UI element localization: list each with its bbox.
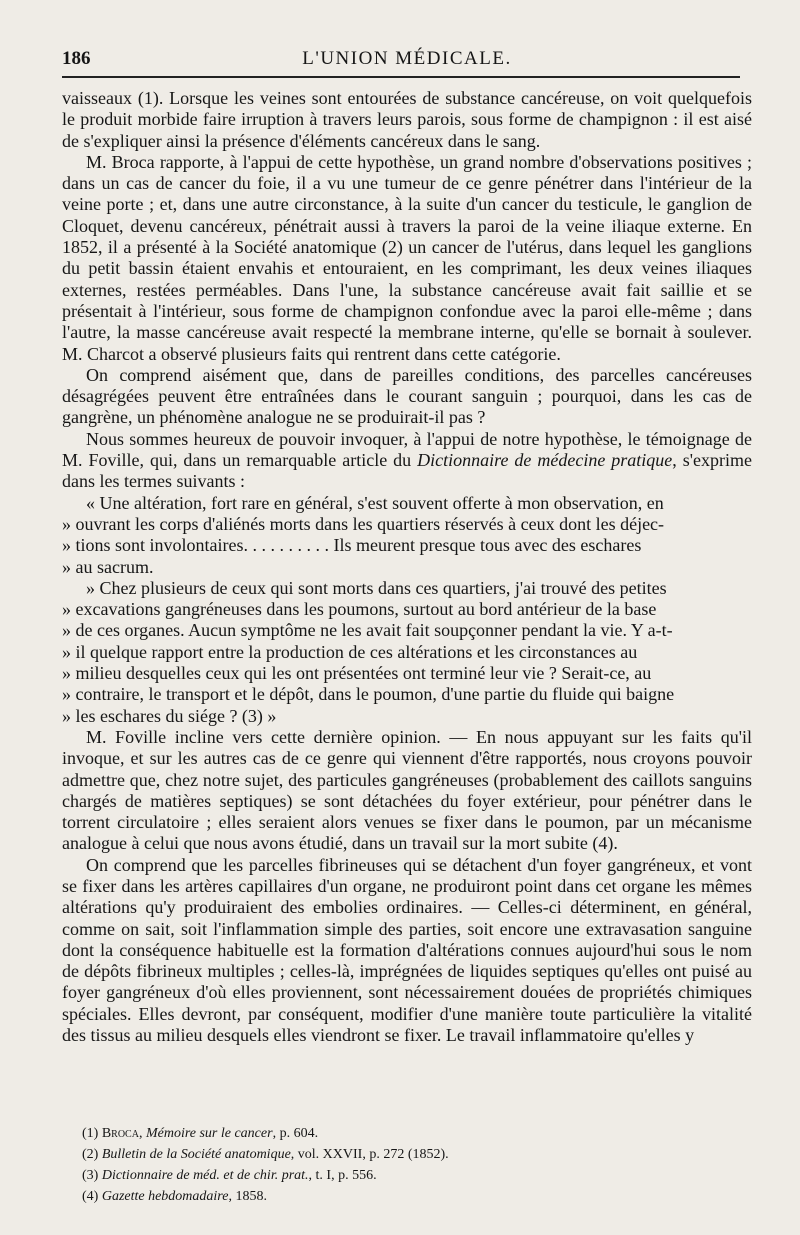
page-number: 186 (62, 48, 91, 69)
quote-line: » contraire, le transport et le dépôt, dans le poumon, d'une partie du fluide qui baigne (62, 684, 675, 705)
cited-work-title: Dictionnaire de médecine pratique (417, 450, 673, 471)
quote-line: » excavations gangréneuses dans les poumons, surtout au bord antérieur de la base (62, 599, 657, 620)
footnote-details: , p. 604. (272, 1126, 319, 1141)
footnote (82, 1165, 742, 1186)
paragraph (62, 429, 752, 493)
footnote-title: Mémoire sur le cancer (145, 1126, 273, 1141)
footnote (82, 1144, 742, 1165)
footnotes (82, 1123, 742, 1207)
paragraph: On comprend que les parcelles fibrineuses qui se détachent d'un foyer gangréneux, et vont se fixer dans les artères capillaires d'un organe, ne produiront point dans cet organe les mêmes altérations qu'y produiraient des embolies ordinaires. — Celles-ci déterminent, en général, comme on sait, soit l'inflammation simple des parties, soit encore une extravasation sanguine dont la conséquence habituelle est la formation d'altérations connues aujourd'hui sous le nom de dépôts fibrineux multiples ; celles-là, imprégnées de liquides septiques qu'elles ont puisé au foyer gangréneux d'où elles proviennent, sont nécessairement douées de propriétés chimiques spéciales. Elles devront, par conséquent, modifier d'une manière toute particulière la vitalité des tissus au milieu desquels elles viendront se fixer. Le travail inflammatoire qu'elles y (62, 854, 752, 1046)
running-title: L'UNION MÉDICALE. (302, 48, 512, 69)
paragraph-text: , s'exprime dans les termes suivants : (62, 450, 752, 492)
footnote-details: , t. I, p. 556. (308, 1168, 377, 1183)
footnote-number: (4) (82, 1189, 99, 1204)
quote-line: » il quelque rapport entre la production de ces altérations et les circonstances au (62, 641, 638, 662)
footnote-number: (1) (82, 1126, 99, 1141)
paragraph: M. Broca rapporte, à l'appui de cette hypothèse, un grand nombre d'observations positives ; dans un cas de cancer du foie, il a vu une tumeur de ce genre pénétrer dans l'intérieur de la veine porte ; et, dans une autre circonstance, à la suite d'un cancer du testicule, le ganglion de Cloquet, devenu cancéreux, pénétrait aussi à travers la paroi de la veine iliaque externe. En 1852, il a présenté à la Société anatomique (2) un cancer de l'utérus, dans lequel les ganglions du petit bassin étaient envahis et entouraient, en les comprimant, les deux veines iliaques externes, restées perméables. Dans l'une, la substance cancéreuse avait fait saillie et se présentait à l'intérieur, sous forme de champignon confondue avec la paroi elle-même ; dans l'autre, la masse cancéreuse avait respecté la membrane interne, qu'elle se bornait à soulever. M. Charcot a observé plusieurs faits qui rentrent dans cette catégorie. (62, 151, 752, 364)
quote-line: » milieu desquelles ceux qui les ont présentées ont terminé leur vie ? Serait-ce, au (62, 663, 652, 684)
footnote-details: , vol. XXVII, p. 272 (1852). (290, 1147, 449, 1162)
quote-line: » tions sont involontaires. . . . . . . . . . Ils meurent presque tous avec des eschares (62, 535, 642, 556)
paragraph-text: Nous sommes heureux de pouvoir invoquer, à l'appui de notre hypothèse, le témoignage de M. Foville, qui, dans un remarquable article du (62, 428, 752, 471)
quote-line: » Chez plusieurs de ceux qui sont morts dans ces quartiers, j'ai trouvé des petites (86, 577, 667, 598)
footnote-title: Gazette hebdomadaire (101, 1189, 229, 1204)
paragraph: On comprend aisément que, dans de pareilles conditions, des parcelles cancéreuses désagrégées peuvent être entraînées dans le courant sanguin ; pourquoi, dans les cas de gangrène, un phénomène analogue ne se produirait-il pas ? (62, 364, 752, 428)
quote-line: » de ces organes. Aucun symptôme ne les avait fait soupçonner pendant la vie. Y a-t- (62, 620, 673, 641)
quote-line: » ouvrant les corps d'aliénés morts dans les quartiers réservés à ceux dont les déjec- (62, 513, 665, 534)
quote-line: « Une altération, fort rare en général, s'est souvent offerte à mon observation, en (86, 492, 664, 513)
footnote-title: Dictionnaire de méd. et de chir. prat. (101, 1168, 309, 1183)
footnote (82, 1123, 742, 1144)
body-text (62, 88, 752, 1046)
footnote-title: Bulletin de la Société anatomique (101, 1147, 291, 1162)
footnote-author: Broca, (101, 1126, 143, 1141)
footnote-number: (3) (82, 1168, 99, 1183)
quote-line: » les eschares du siége ? (3) » (62, 705, 277, 726)
footnote (82, 1186, 742, 1207)
header-rule (62, 76, 740, 78)
quotation-block (62, 493, 752, 727)
footnote-number: (2) (82, 1147, 99, 1162)
page-header (62, 44, 752, 74)
quote-line: » au sacrum. (62, 556, 154, 577)
paragraph: vaisseaux (1). Lorsque les veines sont entourées de substance cancéreuse, on voit quelquefois le produit morbide faire irruption à travers leurs parois, sous forme de champignon : il est aisé de s'expliquer ainsi la présence d'éléments cancéreux dans le sang. (62, 88, 752, 151)
paragraph: M. Foville incline vers cette dernière opinion. — En nous appuyant sur les faits qu'il invoque, et sur les autres cas de ce genre qui viennent d'être rapportés, nous croyons pouvoir admettre que, chez notre sujet, des particules gangréneuses (probablement des caillots sanguins chargés de matières septiques) se sont détachées du foyer extérieur, pour pénétrer dans le torrent circulatoire ; elles seraient alors venues se fixer dans le poumon, par un mécanisme analogue à celui que nous avons étudié, dans un travail sur la mort subite (4). (62, 726, 752, 854)
footnote-details: , 1858. (228, 1189, 267, 1204)
